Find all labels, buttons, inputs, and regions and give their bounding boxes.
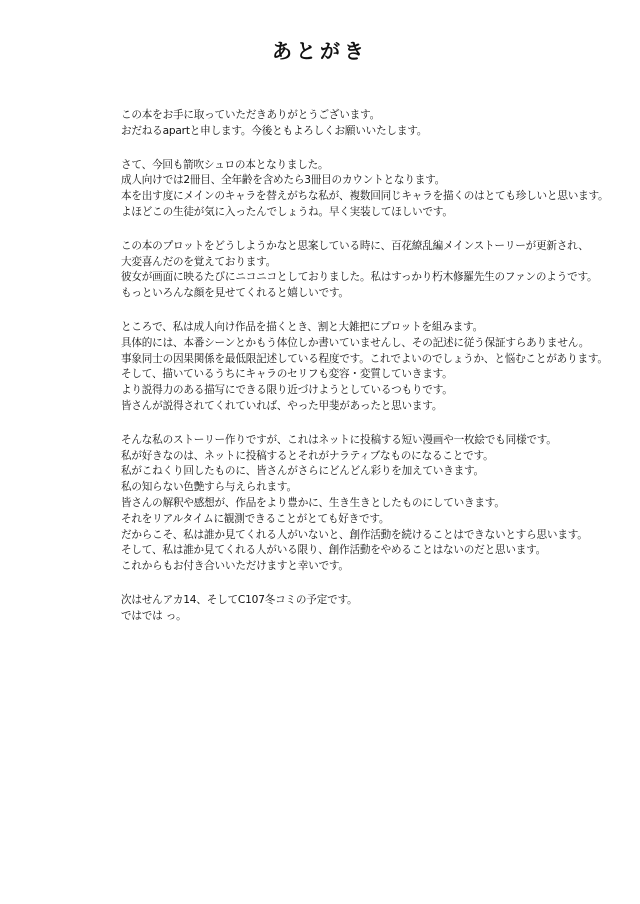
text-line: ところで、私は成人向け作品を描くとき、割と大雑把にプロットを組みます。 — [121, 320, 483, 333]
text-line: 私の知らない色艶すら与えられます。 — [121, 481, 297, 494]
text-line: 彼女が画面に映るたびにニコニコとしておりました。私はすっかり朽木修羅先生のファンのようです。 — [121, 271, 598, 284]
afterword-body — [121, 108, 621, 643]
text-line: そして、私は誰か見てくれる人がいる限り、創作活動をやめることはないのだと思います。 — [121, 544, 547, 557]
text-line: 私が好きなのは、ネットに投稿するとそれがナラティブなものになることです。 — [121, 449, 494, 462]
text-line: これからもお付き合いいただけますと幸いです。 — [121, 560, 349, 573]
text-line: そして、描いているうちにキャラのセリフも変容・変質していきます。 — [121, 368, 453, 381]
text-line: 私がこねくり回したものに、皆さんがさらにどんどん彩りを加えていきます。 — [121, 465, 484, 478]
text-line: ではでは っ。 — [121, 609, 187, 622]
text-line: よほどこの生徒が気に入ったんでしょうね。早く実装してほしいです。 — [121, 205, 453, 218]
text-line: 本を出す度にメインのキャラを替えがちな私が、複数回同じキャラを描くのはとても珍しいと思います。 — [121, 190, 609, 203]
text-line: 事象同士の因果関係を最低限記述している程度です。これでよいのでしょうか、と悩むことがあります。 — [121, 352, 608, 365]
paragraph — [121, 433, 621, 575]
page-title: あとがき — [272, 39, 368, 63]
paragraph — [121, 158, 621, 221]
text-line: 皆さんが説得されてくれていれば、やった甲斐があったと思います。 — [121, 399, 443, 412]
text-line: 具体的には、本番シーンとかもう体位しか書いていませんし、その記述に従う保証すらありません。 — [121, 336, 590, 349]
text-line: 成人向けでは2冊目、全年齢を含めたら3冊目のカウントとなります。 — [121, 174, 446, 187]
paragraph — [121, 320, 621, 415]
text-line: この本のプロットをどうしようかなと思案している時に、百花繚乱編メインストーリーが更新され、 — [121, 239, 589, 252]
text-line: そんな私のストーリー作りですが、これはネットに投稿する短い漫画や一枚絵でも同様です。 — [121, 433, 557, 446]
text-line: 皆さんの解釈や感想が、作品をより豊かに、生き生きとしたものにしていきます。 — [121, 496, 505, 509]
text-line: この本をお手に取っていただきありがとうございます。 — [121, 109, 380, 121]
text-line: 次はせんアカ14、そしてC107冬コミの予定です。 — [121, 593, 358, 606]
text-line: さて、今回も箭吹シュロの本となりました。 — [121, 158, 329, 171]
paragraph — [121, 108, 621, 140]
text-line: それをリアルタイムに観測できることがとても好きです。 — [121, 512, 390, 525]
text-line: だからこそ、私は誰か見てくれる人がいないと、創作活動を続けることはできないとすら思います。 — [121, 528, 588, 541]
text-line: 大変喜んだのを覚えております。 — [121, 255, 277, 268]
paragraph — [121, 593, 621, 625]
text-line: より説得力のある描写にできる限り近づけようとしているつもりです。 — [121, 384, 453, 397]
paragraph — [121, 239, 621, 302]
text-line: おだねるapartと申します。今後ともよろしくお願いいたします。 — [121, 124, 428, 137]
text-line: もっといろんな顔を見せてくれると嬉しいです。 — [121, 287, 349, 300]
